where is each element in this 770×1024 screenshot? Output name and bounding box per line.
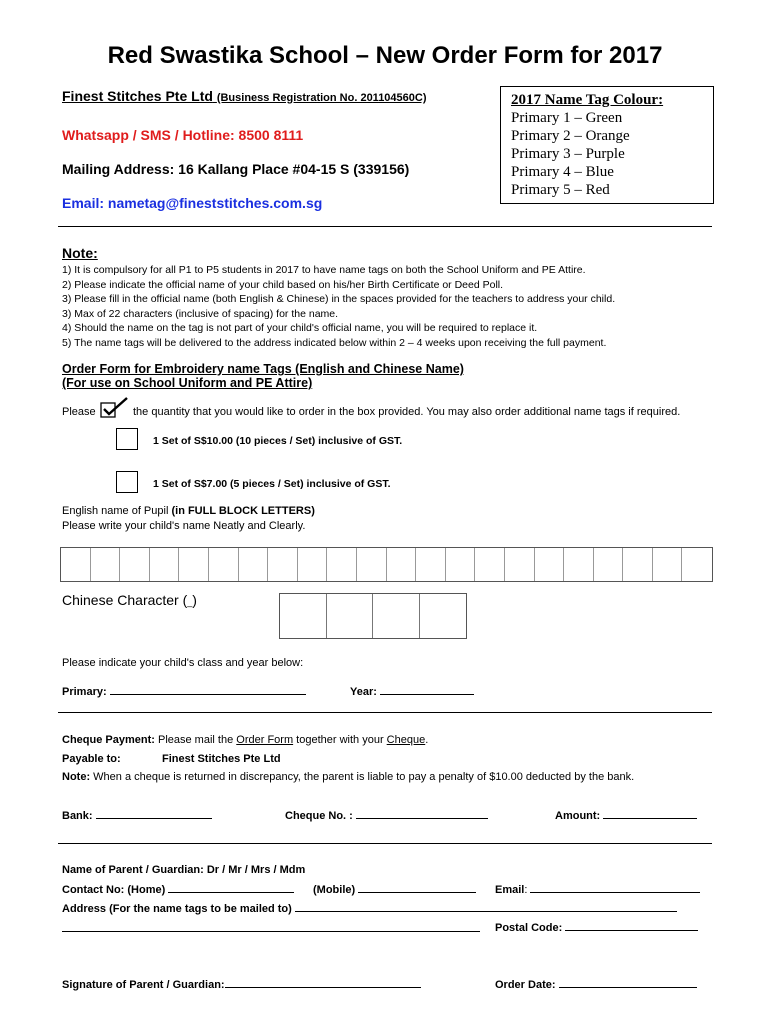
name-char-cell[interactable] [268,548,298,581]
name-char-cell[interactable] [387,548,417,581]
postal-code-input-line[interactable] [565,920,698,931]
english-name-grid[interactable] [60,547,713,582]
parent-email-field[interactable] [495,882,700,896]
mobile-input-line[interactable] [358,882,476,893]
parent-email-label: Email [495,884,525,896]
penalty-note-label: Note: [62,771,91,783]
cheque-no-input-line[interactable] [356,808,488,819]
address-input-line[interactable] [295,901,677,912]
chinese-label-close: ) [192,592,197,608]
penalty-note-text: When a cheque is returned in discrepancy, the parent is liable to pay a penalty of $10.00 deducted by the bank. [93,771,635,783]
bank-input-line[interactable] [96,808,212,819]
chinese-char-cell[interactable] [280,594,327,638]
cheque-text: together with your [296,734,384,746]
amount-field[interactable] [555,808,697,822]
home-contact-label: Contact No: (Home) [62,884,166,896]
name-char-cell[interactable] [179,548,209,581]
name-char-cell[interactable] [564,548,594,581]
name-char-cell[interactable] [653,548,683,581]
cheque-payment-label: Cheque Payment: [62,734,155,746]
name-char-cell[interactable] [535,548,565,581]
order-date-input-line[interactable] [559,977,697,988]
english-name-label [62,505,315,517]
name-char-cell[interactable] [623,548,653,581]
year-field[interactable] [350,684,474,698]
chinese-char-cell[interactable] [420,594,467,638]
home-contact-field[interactable] [62,882,294,896]
divider [58,226,712,227]
checkbox-tick-icon [100,397,130,419]
name-char-cell[interactable] [505,548,535,581]
parent-email-colon: : [524,884,528,896]
order-date-label: Order Date: [495,979,556,991]
name-char-cell[interactable] [327,548,357,581]
name-char-cell[interactable] [120,548,150,581]
primary-label: Primary: [62,686,107,698]
option-5-pieces-label: 1 Set of S$7.00 (5 pieces / Set) inclusive of GST. [153,478,391,490]
note-heading: Note: [62,245,98,261]
page-title: Red Swastika School – New Order Form for 2017 [107,42,663,69]
order-heading-line1: Order Form for Embroidery name Tags (English and Chinese Name) [62,362,464,376]
name-char-cell[interactable] [446,548,476,581]
chinese-label-mark: _ [187,597,193,607]
note-item: 2) Please indicate the official name of your child based on his/her Birth Certificate or Deed Poll. [62,278,504,291]
postal-code-label: Postal Code: [495,922,563,934]
note-item: 3) Max of 22 characters (inclusive of spacing) for the name. [62,307,339,320]
option-10-pieces-checkbox[interactable] [116,428,138,450]
name-char-cell[interactable] [594,548,624,581]
year-label: Year: [350,686,377,698]
company-name-line [62,88,427,104]
cheque-text: Please mail the [157,734,234,746]
cheque-ref: Cheque [386,734,426,746]
chinese-character-label [62,592,197,608]
order-heading-line2: (For use on School Uniform and PE Attire) [62,376,313,390]
chinese-char-cell[interactable] [327,594,374,638]
primary-field[interactable] [62,684,306,698]
note-item: 4) Should the name on the tag is not part of your child's official name, you will be required to replace it. [62,322,538,334]
colour-item: Primary 1 – Green [511,110,623,126]
note-list [62,263,615,350]
please-label: Please [62,406,96,418]
option-5-pieces-checkbox[interactable] [116,471,138,493]
hotline: Whatsapp / SMS / Hotline: 8500 8111 [62,127,304,143]
order-form-ref: Order Form [236,734,294,746]
payable-label: Payable to: [62,753,121,765]
address-label: Address (For the name tags to be mailed to) [62,903,292,915]
name-char-cell[interactable] [682,548,712,581]
signature-label: Signature of Parent / Guardian: [62,979,225,991]
colour-item: Primary 5 – Red [511,182,610,198]
colour-item: Primary 2 – Orange [511,128,630,144]
cheque-no-label: Cheque No. : [285,810,353,822]
cheque-no-field[interactable] [285,808,488,822]
signature-field[interactable] [62,977,421,991]
mobile-label: (Mobile) [313,884,356,896]
address-input-line-2[interactable] [62,921,480,932]
parent-name-label: Name of Parent / Guardian: Dr / Mr / Mrs / Mdm [62,864,306,876]
name-char-cell[interactable] [357,548,387,581]
cheque-end: . [425,734,429,746]
payable-value: Finest Stitches Pte Ltd [162,753,281,765]
name-char-cell[interactable] [150,548,180,581]
name-char-cell[interactable] [239,548,269,581]
colour-box-heading: 2017 Name Tag Colour: [511,92,664,108]
divider [58,843,712,844]
primary-input-line[interactable] [110,684,306,695]
name-char-cell[interactable] [475,548,505,581]
colour-item: Primary 3 – Purple [511,146,625,162]
order-form-heading [62,362,464,390]
mailing-address: Mailing Address: 16 Kallang Place #04-15 S (339156) [62,161,410,177]
cheque-payment-line [62,734,428,746]
option-10-pieces-label: 1 Set of S$10.00 (10 pieces / Set) inclusive of GST. [153,435,403,447]
name-char-cell[interactable] [416,548,446,581]
postal-code-field[interactable] [495,920,698,934]
note-item: 1) It is compulsory for all P1 to P5 students in 2017 to have name tags on both the School Uniform and PE Attire. [62,264,586,276]
name-char-cell[interactable] [209,548,239,581]
order-date-field[interactable] [495,977,697,991]
signature-input-line[interactable] [225,977,421,988]
penalty-note [62,771,634,783]
english-name-hint: (in FULL BLOCK LETTERS) [171,505,315,517]
note-item: 5) The name tags will be delivered to the address indicated below within 2 – 4 weeks upon receiving the full payment. [62,336,607,349]
name-tag-colour-box [500,86,714,204]
chinese-label-text: Chinese Character ( [62,592,188,608]
amount-label: Amount: [555,810,601,822]
company-name: Finest Stitches Pte Ltd [62,88,213,104]
mobile-field[interactable] [313,882,476,896]
quantity-instruction: the quantity that you would like to order in the box provided. You may also order additional name tags if required. [133,406,681,418]
business-registration: (Business Registration No. 201104560C) [216,92,427,104]
divider [58,712,712,713]
parent-email-input-line[interactable] [530,882,700,893]
class-prompt: Please indicate your child's class and year below: [62,657,304,669]
note-item: 3) Please fill in the official name (both English & Chinese) in the spaces provided for the teachers to address your child. [62,293,616,305]
english-name-text: English name of Pupil [62,505,169,517]
write-neatly-note: Please write your child's name Neatly and Clearly. [62,520,306,532]
year-input-line[interactable] [380,684,474,695]
chinese-name-grid[interactable] [279,593,467,639]
chinese-char-cell[interactable] [373,594,420,638]
name-char-cell[interactable] [298,548,328,581]
address-field[interactable] [62,901,677,915]
name-char-cell[interactable] [91,548,121,581]
bank-field[interactable] [62,808,212,822]
name-char-cell[interactable] [61,548,91,581]
bank-label: Bank: [62,810,93,822]
email-contact: Email: nametag@fineststitches.com.sg [62,195,323,211]
home-contact-input-line[interactable] [168,882,294,893]
colour-item: Primary 4 – Blue [511,164,614,180]
amount-input-line[interactable] [603,808,697,819]
